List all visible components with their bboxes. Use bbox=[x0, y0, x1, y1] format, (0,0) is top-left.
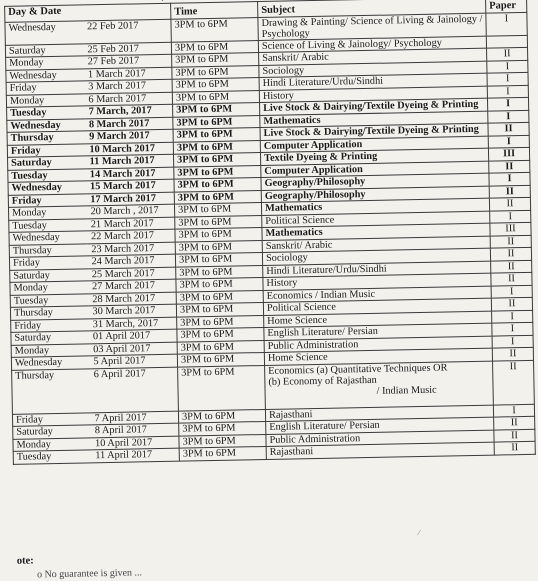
row-day: Thursday bbox=[7, 131, 85, 145]
row-day: Saturday bbox=[13, 425, 91, 439]
row-date: 8 April 2017 bbox=[91, 423, 179, 437]
row-time: 3PM to 6PM bbox=[177, 352, 264, 366]
row-date: 11 March 2017 bbox=[86, 154, 174, 168]
row-paper: II bbox=[488, 122, 529, 135]
row-paper: II bbox=[490, 235, 531, 248]
row-time: 3PM to 6PM bbox=[178, 409, 265, 423]
row-date: 6 April 2017 bbox=[90, 367, 179, 413]
row-day: Saturday bbox=[5, 43, 83, 57]
row-date: 10 April 2017 bbox=[91, 436, 179, 450]
row-time: 3PM to 6PM bbox=[176, 265, 263, 279]
row-time: 3PM to 6PM bbox=[176, 278, 263, 292]
row-day: Friday bbox=[6, 81, 84, 95]
row-subject: Drawing & Painting/ Science of Living & Jainology / Psychology bbox=[258, 13, 486, 40]
col-header-day-date: Day & Date bbox=[5, 3, 171, 22]
row-time: 3PM to 6PM bbox=[173, 128, 260, 142]
row-paper: II bbox=[489, 185, 530, 198]
row-date: 17 March 2017 bbox=[86, 192, 174, 206]
row-time: 3PM to 6PM bbox=[177, 315, 264, 329]
row-day: Saturday bbox=[11, 331, 89, 345]
row-day: Tuesday bbox=[10, 293, 88, 307]
row-paper: I bbox=[493, 404, 534, 417]
row-time: 3PM to 6PM bbox=[171, 17, 258, 42]
row-time: 3PM to 6PM bbox=[177, 327, 264, 341]
row-paper: I bbox=[486, 12, 527, 36]
row-subject: Science of Living & Jainology/ Psychology bbox=[258, 36, 486, 53]
row-time: 3PM to 6PM bbox=[173, 140, 260, 154]
row-time: 3PM to 6PM bbox=[175, 228, 262, 242]
row-date: 5 April 2017 bbox=[89, 354, 177, 368]
col-header-subject: Subject bbox=[258, 0, 486, 17]
row-day: Wednesday bbox=[8, 181, 86, 195]
row-date: 30 March 2017 bbox=[88, 304, 176, 318]
row-time: 3PM to 6PM bbox=[176, 302, 263, 316]
col-header-paper: Paper bbox=[486, 0, 527, 13]
row-date: 7 March, 2017 bbox=[85, 104, 173, 118]
note-line: o No guarantee is given ... bbox=[36, 567, 143, 581]
row-date: 21 March 2017 bbox=[87, 217, 175, 231]
row-day: Tuesday bbox=[9, 218, 87, 232]
row-date: 27 March 2017 bbox=[88, 279, 176, 293]
col-header-time: Time bbox=[171, 2, 258, 19]
row-paper: II bbox=[492, 347, 533, 360]
row-day: Monday bbox=[6, 93, 84, 107]
row-day: Wednesday bbox=[9, 231, 87, 245]
row-subject: Home Science bbox=[264, 348, 492, 365]
row-time: 3PM to 6PM bbox=[173, 103, 260, 117]
row-subject: Hindi Literature/Urdu/Sindhi bbox=[263, 261, 491, 278]
row-paper: II bbox=[489, 197, 530, 210]
row-day: Friday bbox=[12, 412, 90, 426]
row-subject: Rajasthani bbox=[266, 442, 494, 459]
row-date: 03 April 2017 bbox=[89, 342, 177, 356]
row-paper: III bbox=[490, 222, 531, 235]
row-subject-line: Economics (a) Quantitative Techniques OR bbox=[268, 361, 448, 377]
row-day: Tuesday bbox=[13, 450, 91, 464]
row-paper: II bbox=[491, 260, 532, 273]
row-day: Monday bbox=[6, 56, 84, 70]
row-time: 3PM to 6PM bbox=[171, 40, 258, 54]
row-paper: I bbox=[492, 322, 533, 335]
row-paper: I bbox=[488, 110, 529, 123]
row-paper: II bbox=[490, 247, 531, 260]
row-subject: Textile Dyeing & Printing bbox=[260, 148, 488, 165]
row-subject-line: / Indian Music bbox=[376, 384, 437, 397]
row-subject: Political Science bbox=[262, 211, 490, 228]
row-time: 3PM to 6PM bbox=[173, 115, 260, 129]
row-day: Saturday bbox=[10, 268, 88, 282]
row-day: Friday bbox=[11, 318, 89, 332]
row-paper: II bbox=[494, 441, 535, 454]
row-date: 01 April 2017 bbox=[89, 329, 177, 343]
row-subject: Live Stock & Dairying/Textile Dyeing & Printing bbox=[260, 123, 488, 140]
row-subject: Geography/Philosophy bbox=[261, 173, 489, 190]
row-time: 3PM to 6PM bbox=[174, 203, 261, 217]
row-time: 3PM to 6PM bbox=[172, 65, 259, 79]
row-subject: Sociology bbox=[262, 248, 490, 265]
row-day: Monday bbox=[8, 206, 86, 220]
row-subject-line: (b) Economy of Rajasthan bbox=[268, 374, 377, 388]
row-paper: II bbox=[491, 297, 532, 310]
row-time: 3PM to 6PM bbox=[174, 153, 261, 167]
row-subject: Public Administration bbox=[264, 336, 492, 353]
row-time: 3PM to 6PM bbox=[179, 434, 266, 448]
row-date: 6 March 2017 bbox=[84, 92, 172, 106]
row-day: Wednesday bbox=[5, 20, 83, 44]
row-subject: Home Science bbox=[264, 311, 492, 328]
row-day: Monday bbox=[11, 343, 89, 357]
row-subject: Economics / Indian Music bbox=[263, 286, 491, 303]
pen-mark: ⁄ bbox=[418, 528, 420, 538]
row-paper: I bbox=[487, 97, 528, 110]
row-time: 3PM to 6PM bbox=[172, 78, 259, 92]
row-time: 3PM to 6PM bbox=[175, 240, 262, 254]
row-date: 23 March 2017 bbox=[87, 242, 175, 256]
row-date: 1 March 2017 bbox=[84, 67, 172, 81]
row-time: 3PM to 6PM bbox=[174, 165, 261, 179]
row-date: 27 Feb 2017 bbox=[84, 54, 172, 68]
row-date: 11 April 2017 bbox=[91, 448, 179, 462]
row-day: Thursday bbox=[9, 243, 87, 257]
row-date: 28 March 2017 bbox=[88, 292, 176, 306]
row-paper: I bbox=[492, 310, 533, 323]
row-day: Wednesday bbox=[7, 118, 85, 132]
row-subject: English Literature/ Persian bbox=[264, 323, 492, 340]
row-date: 9 March 2017 bbox=[85, 129, 173, 143]
row-time: 3PM to 6PM bbox=[179, 446, 266, 460]
row-date: 14 March 2017 bbox=[86, 167, 174, 181]
row-subject: Computer Application bbox=[260, 136, 488, 153]
row-day: Monday bbox=[10, 281, 88, 295]
row-date: 15 March 2017 bbox=[86, 179, 174, 193]
row-day: Saturday bbox=[8, 156, 86, 170]
note-label: ote: bbox=[16, 555, 34, 567]
row-date: 22 March 2017 bbox=[87, 229, 175, 243]
row-time: 3PM to 6PM bbox=[174, 178, 261, 192]
row-date: 31 March, 2017 bbox=[89, 317, 177, 331]
row-subject bbox=[265, 361, 494, 409]
row-subject: Computer Application bbox=[261, 161, 489, 178]
row-date: 25 Feb 2017 bbox=[83, 42, 171, 56]
row-paper: II bbox=[491, 272, 532, 285]
row-date: 20 March , 2017 bbox=[86, 204, 174, 218]
row-paper: I bbox=[491, 285, 532, 298]
row-subject: Sanskrit/ Arabic bbox=[262, 236, 490, 253]
row-subject: Hindi Literature/Urdu/Sindhi bbox=[259, 73, 487, 90]
row-day: Friday bbox=[9, 256, 87, 270]
row-paper: II bbox=[487, 47, 528, 60]
row-date: 10 March 2017 bbox=[85, 142, 173, 156]
row-date: 3 March 2017 bbox=[84, 79, 172, 93]
row-subject: Geography/Philosophy bbox=[261, 186, 489, 203]
row-paper: II bbox=[489, 160, 530, 173]
row-date: 22 Feb 2017 bbox=[83, 19, 171, 44]
row-subject: Mathematics bbox=[262, 223, 490, 240]
row-paper: I bbox=[487, 60, 528, 73]
row-day: Friday bbox=[8, 193, 86, 207]
row-day: Friday bbox=[7, 143, 85, 157]
row-time: 3PM to 6PM bbox=[175, 215, 262, 229]
row-subject: Sociology bbox=[259, 61, 487, 78]
row-time: 3PM to 6PM bbox=[176, 290, 263, 304]
row-paper: I bbox=[489, 172, 530, 185]
row-time: 3PM to 6PM bbox=[175, 253, 262, 267]
row-paper: III bbox=[488, 147, 529, 160]
row-day: Monday bbox=[13, 437, 91, 451]
row-paper: I bbox=[487, 72, 528, 85]
row-paper: I bbox=[487, 85, 528, 98]
row-paper: II bbox=[494, 429, 535, 442]
row-subject: History bbox=[259, 86, 487, 103]
row-paper: II bbox=[493, 360, 535, 405]
row-day: Thursday bbox=[12, 368, 91, 413]
row-day: Tuesday bbox=[7, 106, 85, 120]
row-time: 3PM to 6PM bbox=[174, 190, 261, 204]
row-paper: I bbox=[490, 210, 531, 223]
row-day: Thursday bbox=[10, 306, 88, 320]
row-subject: Rajasthani bbox=[265, 405, 493, 422]
row-time: 3PM to 6PM bbox=[177, 340, 264, 354]
row-subject: Sanskrit/ Arabic bbox=[259, 48, 487, 65]
exam-schedule-table bbox=[4, 0, 536, 464]
row-day: Wednesday bbox=[6, 68, 84, 82]
row-day: Tuesday bbox=[8, 168, 86, 182]
row-paper: I bbox=[488, 135, 529, 148]
row-time: 3PM to 6PM bbox=[178, 365, 266, 411]
row-paper: II bbox=[494, 416, 535, 429]
row-subject: Live Stock & Dairying/Textile Dyeing & Printing bbox=[260, 98, 488, 115]
row-paper: I bbox=[492, 335, 533, 348]
row-time: 3PM to 6PM bbox=[172, 90, 259, 104]
row-subject: Mathematics bbox=[261, 198, 489, 215]
row-paper bbox=[486, 35, 527, 48]
row-time: 3PM to 6PM bbox=[172, 53, 259, 67]
row-subject: English Literature/ Persian bbox=[266, 417, 494, 434]
row-subject: Political Science bbox=[263, 298, 491, 315]
row-day: Wednesday bbox=[11, 356, 89, 370]
row-date: 8 March 2017 bbox=[85, 117, 173, 131]
row-time: 3PM to 6PM bbox=[179, 421, 266, 435]
row-subject: Mathematics bbox=[260, 111, 488, 128]
row-subject: Public Administration bbox=[266, 430, 494, 447]
row-date: 25 March 2017 bbox=[88, 267, 176, 281]
row-date: 24 March 2017 bbox=[87, 254, 175, 268]
row-subject: History bbox=[263, 273, 491, 290]
row-date: 7 April 2017 bbox=[90, 411, 178, 425]
